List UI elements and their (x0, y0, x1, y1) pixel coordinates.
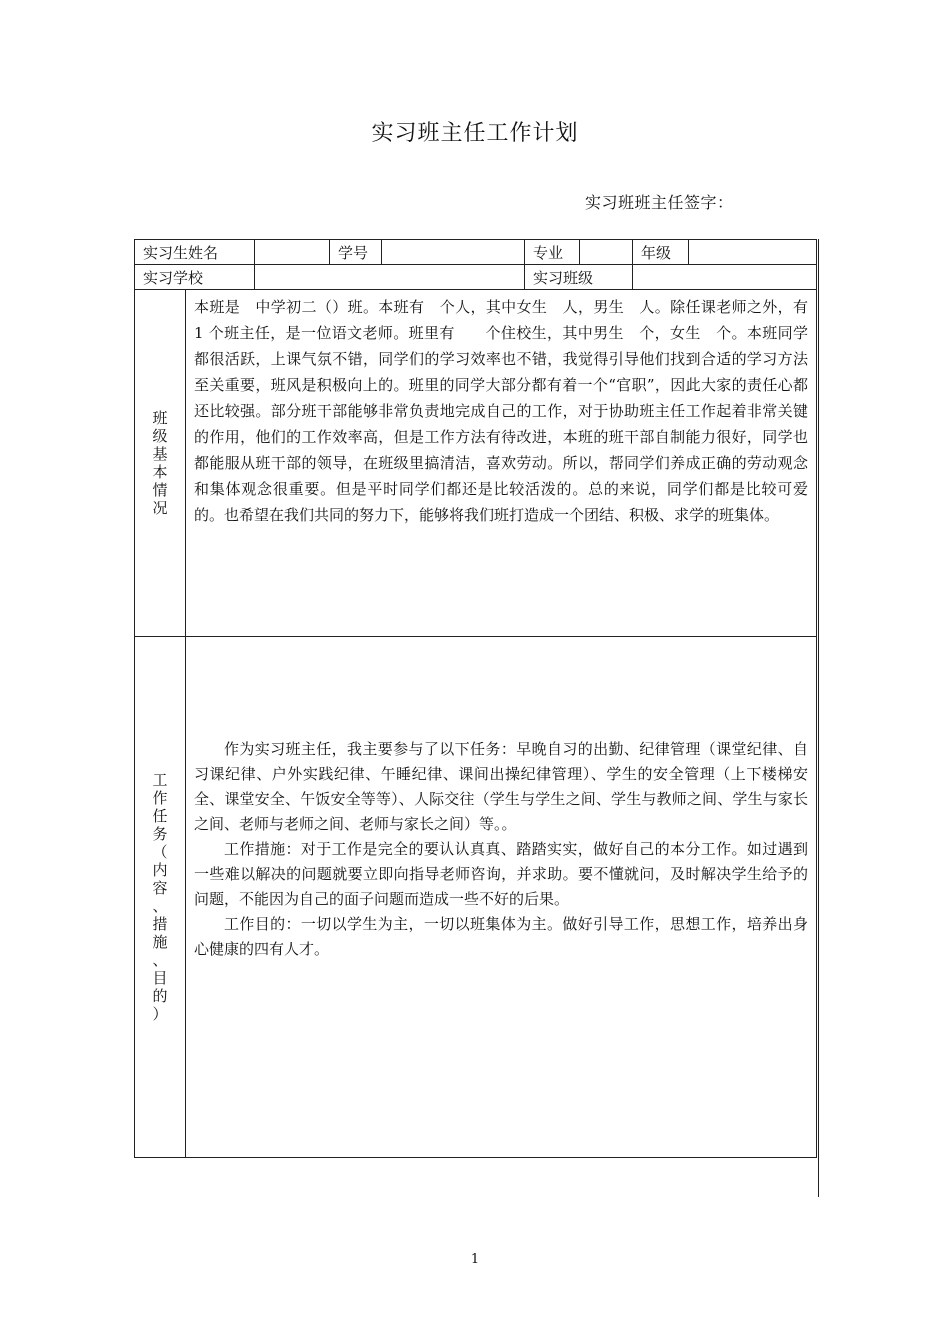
major-label: 专业 (525, 240, 580, 265)
basic-info-text: 本班是 中学初二（）班。本班有 个人，其中女生 人，男生 人。除任课老师之外，有 1 个班主任，是一位语文老师。班里有 个住校生，其中男生 个，女生 个。本班同学都很活跃，上课气氛不错，同学们的学习效率也不错，我觉得引导他们找到合适的学习方法至关重要，班风是积极向上的。班里的同学大部分都有着一个“官职”，因此大家的责任心都还比较强。部分班干部能够非常负责地完成自己的工作，对于协助班主任工作起着非常关键的作用，他们的工作效率高，但是工作方法有待改进，本班的班干部自制能力很好，同学也都能服从班干部的领导，在班级里搞清洁，喜欢劳动。所以，帮同学们养成正确的劳动观念和集体观念很重要。但是平时同学们都还是比较活泼的。总的来说，同学们都是比较可爱的。也希望在我们共同的努力下，能够将我们班打造成一个团结、积极、求学的班集体。 (194, 298, 809, 524)
document-title: 实习班主任工作计划 (371, 121, 579, 146)
work-tasks-label-char: 作 (152, 789, 168, 807)
grade-field[interactable] (689, 240, 817, 265)
form-row-basic-info (135, 290, 817, 637)
student-id-label: 学号 (330, 240, 382, 265)
internship-plan-form (134, 239, 817, 1158)
work-tasks-body (194, 641, 808, 962)
basic-info-label-char: 基 (152, 445, 168, 463)
work-tasks-label-char: 务 (152, 825, 168, 843)
work-tasks-label (135, 637, 186, 1158)
work-tasks-label-char: 、 (152, 897, 168, 915)
student-id-field[interactable] (382, 240, 525, 265)
work-tasks-label-char: 任 (152, 807, 168, 825)
basic-info-label-char: 级 (152, 427, 168, 445)
work-tasks-paragraph: 作为实习班主任，我主要参与了以下任务：早晚自习的出勤、纪律管理（课堂纪律、自习课纪律、户外实践纪律、午睡纪律、课间出操纪律管理）、学生的安全管理（上下楼梯安全、课堂安全、午饭安全等等）、人际交往（学生与学生之间、学生与教师之间、学生与家长之间、老师与老师之间、老师与家长之间）等。。 (194, 740, 809, 833)
basic-info-label (135, 290, 186, 637)
work-tasks-label-char: 措 (152, 915, 168, 933)
basic-info-content (186, 290, 817, 637)
work-measures-paragraph: 工作措施：对于工作是完全的要认认真真、踏踏实实，做好自己的本分工作。如过遇到一些难以解决的问题就要立即向指导老师咨询，并求助。要不懂就问，及时解决学生给予的问题，不能因为自己的面子问题而造成一些不好的后果。 (194, 840, 809, 908)
form-row-school (135, 265, 817, 290)
work-tasks-content (186, 637, 817, 1158)
internship-school-field[interactable] (255, 265, 525, 290)
work-tasks-label-char: 施 (152, 933, 168, 951)
work-tasks-label-char: ） (152, 1005, 168, 1023)
work-tasks-label-char: 的 (152, 987, 168, 1005)
work-tasks-label-char: 内 (152, 861, 168, 879)
work-tasks-label-char: 工 (152, 771, 168, 789)
signature-label: 实习班班主任签字： (585, 193, 734, 212)
work-goals-paragraph: 工作目的：一切以学生为主，一切以班集体为主。做好引导工作，思想工作，培养出身心健康的四有人才。 (194, 915, 809, 958)
internship-class-label: 实习班级 (525, 265, 633, 290)
basic-info-label-char: 班 (152, 409, 168, 427)
work-tasks-label-char: 、 (152, 951, 168, 969)
work-tasks-label-char: 目 (152, 969, 168, 987)
form-row-student (135, 240, 817, 265)
student-name-field[interactable] (255, 240, 330, 265)
page-number: 1 (470, 1252, 480, 1267)
major-field[interactable] (580, 240, 633, 265)
internship-school-label: 实习学校 (135, 265, 255, 290)
basic-info-label-char: 况 (152, 499, 168, 517)
grade-label: 年级 (633, 240, 689, 265)
internship-class-field[interactable] (633, 265, 817, 290)
work-tasks-label-char: （ (152, 843, 168, 861)
basic-info-label-char: 本 (152, 463, 168, 481)
student-name-label: 实习生姓名 (135, 240, 255, 265)
work-tasks-label-char: 容 (152, 879, 168, 897)
basic-info-label-char: 情 (152, 481, 168, 499)
table-outer-edge-line (818, 239, 819, 1197)
form-row-work-tasks (135, 637, 817, 1158)
